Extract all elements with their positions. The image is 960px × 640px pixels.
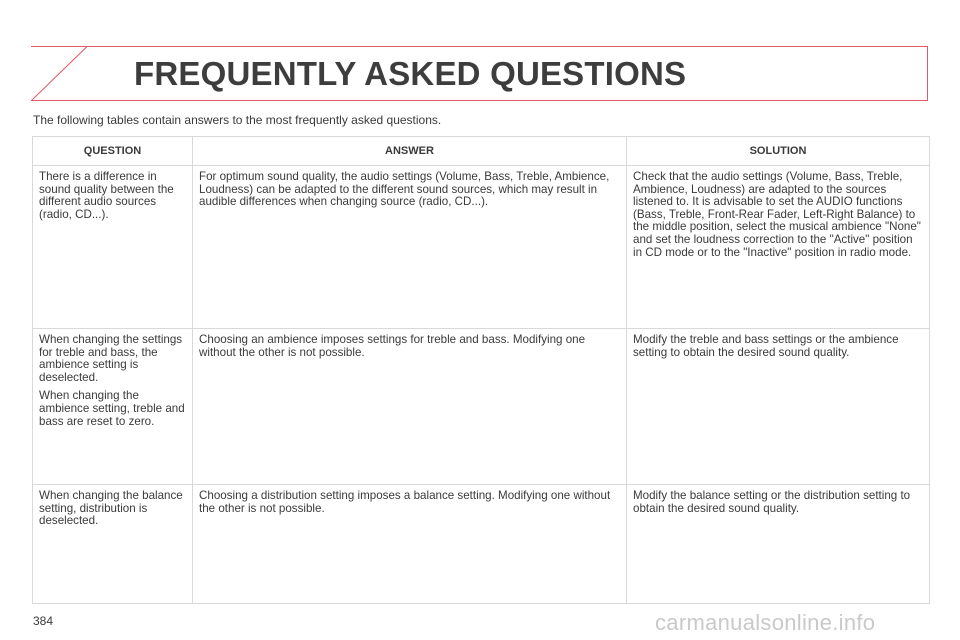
faq-table	[32, 136, 930, 604]
answer-text: Choosing an ambience imposes settings for treble and bass. Modifying one without the other is not possible.	[199, 333, 586, 359]
solution-text: Check that the audio settings (Volume, Bass, Treble, Ambience, Loudness) are adapted to the sources listened to. It is advisable to set the AUDIO functions (Bass, Treble, Front-Rear Fader, Left-Right Balance) to the middle position, select the musical ambience "None" and set the loudness correction to the "Active" position in CD mode or to the "Inactive" position in radio mode.	[633, 170, 921, 259]
table-row	[33, 485, 930, 604]
question-cell	[33, 166, 193, 329]
answer-cell	[193, 485, 627, 604]
table-row	[33, 166, 930, 329]
answer-cell	[193, 329, 627, 485]
answer-text: Choosing a distribution setting imposes a balance setting. Modifying one without the other is not possible.	[199, 489, 611, 515]
question-text: There is a difference in sound quality between the different audio sources (radio, CD...).	[39, 170, 174, 221]
column-header-question: QUESTION	[33, 137, 193, 166]
question-text: When changing the settings for treble and bass, the ambience setting is deselected.	[39, 333, 183, 384]
column-header-solution: SOLUTION	[627, 137, 930, 166]
solution-cell	[627, 329, 930, 485]
question-cell	[33, 485, 193, 604]
solution-cell	[627, 166, 930, 329]
question-cell	[33, 329, 193, 485]
page-number: 384	[33, 614, 54, 628]
page-title: FREQUENTLY ASKED QUESTIONS	[134, 55, 687, 92]
table-row	[33, 329, 930, 485]
solution-cell	[627, 485, 930, 604]
answer-cell	[193, 166, 627, 329]
answer-text: For optimum sound quality, the audio settings (Volume, Bass, Treble, Ambience, Loudness) can be adapted to the different sound sources, which may result in audible differences when changing source (radio, CD...).	[199, 170, 610, 209]
header-corner-accent	[31, 46, 87, 101]
solution-text: Modify the treble and bass settings or the ambience setting to obtain the desired sound quality.	[633, 333, 899, 359]
table-header-row	[33, 137, 930, 166]
solution-text: Modify the balance setting or the distribution setting to obtain the desired sound quality.	[633, 489, 911, 515]
intro-text: The following tables contain answers to the most frequently asked questions.	[33, 113, 442, 127]
watermark: carmanualsonline.info	[655, 610, 876, 635]
question-text: When changing the balance setting, distribution is deselected.	[39, 489, 183, 528]
question-text: When changing the ambience setting, treble and bass are reset to zero.	[39, 389, 185, 428]
column-header-answer: ANSWER	[193, 137, 627, 166]
